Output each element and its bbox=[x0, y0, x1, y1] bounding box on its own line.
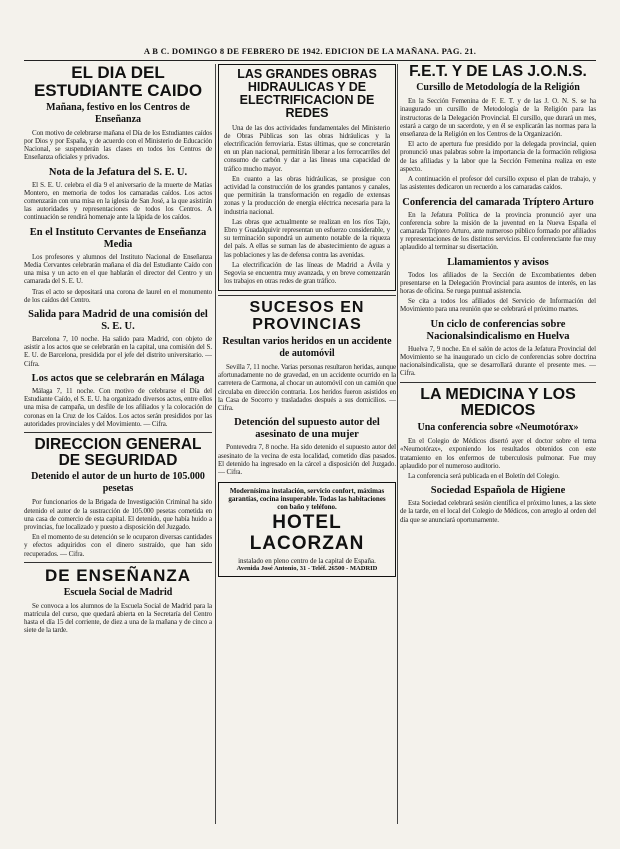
paragraph: Se cita a todos los afiliados del Servicio de Información del Movimiento para una reunión que se celebrará el próximo martes. bbox=[400, 297, 596, 314]
paragraph: Se convoca a los alumnos de la Escuela Social de Madrid para la matrícula del curso, que quedará abierta en la Secretaría del Centro hasta el día 15 del corriente, de diez a una de la mañana y de cinco a siete de la tarde. bbox=[24, 601, 212, 635]
paragraph: Esta Sociedad celebrará sesión científica el próximo lunes, a las siete de la tarde, en el local del Colegio de Médicos, con arreglo al orden del día que se anunciará oportunamente. bbox=[400, 499, 596, 524]
paragraph: La conferencia será publicada en el Boletín del Colegio. bbox=[408, 472, 560, 480]
article-actos-malaga bbox=[24, 387, 212, 428]
paragraph: En la Sección Femenina de F. E. T. y de las J. O. N. S. se ha inaugurado un cursillo de Metodología de la Religión para las instructoras de la Delegación Provincial. El cursillo, que durará un mes, estará a cargo de un sacerdote, y en él se explicarán las normas para la enseñanza de la Religión en los Centros de la Organización. bbox=[400, 97, 596, 139]
article-obras-hidraulicas bbox=[224, 124, 390, 286]
paragraph: A continuación el profesor del cursillo expuso el plan de trabajo, y las asistentes dedicaron un recuerdo a los camaradas caídos. bbox=[400, 175, 596, 192]
headline-llamamientos-avisos: Llamamientos y avisos bbox=[447, 256, 549, 268]
article-nota-seu bbox=[24, 181, 212, 222]
headline-de-ensenanza: DE ENSEÑANZA bbox=[44, 565, 192, 585]
headline-direccion-seguridad: DIRECCION GENERAL DE SEGURIDAD bbox=[34, 435, 202, 470]
subhead-escuela-social: Escuela Social de Madrid bbox=[63, 586, 173, 598]
article-detencion-asesinato bbox=[218, 443, 396, 476]
headline-ciclo-conferencias-huelva: Un ciclo de conferencias sobre Nacionalsindicalismo en Huelva bbox=[426, 318, 570, 342]
ad-location: instalado en pleno centro de la capital de España. bbox=[238, 556, 376, 565]
article-salida-madrid bbox=[24, 335, 212, 368]
hotel-advertisement bbox=[218, 482, 396, 577]
headline-sociedad-higiene: Sociedad Española de Higiene bbox=[430, 485, 566, 497]
headline-nota-seu: Nota de la Jefatura del S. E. U. bbox=[48, 166, 188, 178]
headline-detencion-asesinato: Detención del supuesto autor del asesinato de una mujer bbox=[234, 417, 380, 441]
ad-address: Avenida José Antonio, 31 - Teléf. 26500 - MADRID bbox=[236, 564, 378, 572]
column-left bbox=[24, 64, 212, 844]
article-neumotorax bbox=[400, 437, 596, 480]
ad-tagline: Modernísima instalación, servicio confort, máximas garantías, cocina insuperable. Todas las habitaciones con baño y teléfono. bbox=[228, 487, 386, 512]
subhead-direccion-seguridad: Detenido el autor de un hurto de 105.000 pesetas bbox=[31, 471, 205, 495]
headline-medicina-medicos: LA MEDICINA Y LOS MEDICOS bbox=[420, 385, 576, 420]
paragraph: Con motivo de celebrarse mañana el Día de los Estudiantes caídos por Dios y por España, y de acuerdo con el Ministerio de Educación Nacional, se suspenderán las clases en todos los Centros de Enseñanza oficiales y privados. bbox=[24, 128, 212, 162]
paragraph: En el momento de su detención se le ocuparon diversas cantidades y efectos adquiridos con el dinero sustraído, que han sido recuperados. — Cifra. bbox=[24, 533, 212, 558]
paragraph: En el Colegio de Médicos disertó ayer el doctor sobre el tema «Neumotórax», exponiendo los resultados obtenidos con este tratamiento en los enfermos de tuberculosis pulmonar. Fue muy aplaudido por el numeroso auditorio. bbox=[400, 437, 596, 470]
article-direccion-seguridad bbox=[24, 498, 212, 557]
headline-sucesos-provincias: SUCESOS EN PROVINCIAS bbox=[249, 299, 365, 334]
article-conferencia-triptero bbox=[400, 211, 596, 252]
column-center bbox=[218, 64, 396, 844]
headline-instituto-cervantes: En el Instituto Cervantes de Enseñanza Media bbox=[29, 226, 207, 250]
paragraph: Málaga 7, 11 noche. Con motivo de celebrarse el Día del Estudiante Caído, el S. E. U. ha organizado diversos actos, entre ellos una misa de campaña, un desfile de los afiliados y la colocación de coronas en la Cruz de los Caídos. Los actos serán presididos por las autoridades provinciales y del Movimiento. — Cifra. bbox=[24, 386, 212, 428]
headline-dia-estudiante: EL DIA DEL ESTUDIANTE CAIDO bbox=[33, 64, 203, 100]
paragraph: Todos los afiliados de la Sección de Excombatientes deben presentarse en la Delegación Provincial para asuntos de interés, en las horas de oficina. Se ruega puntual asistencia. bbox=[400, 270, 596, 296]
section-separator bbox=[218, 295, 396, 296]
section-separator bbox=[24, 432, 212, 433]
paragraph: Una de las dos actividades fundamentales del Ministerio de Obras Públicas son las obras hidráulicas y la electrificación ferroviaria. Estas últimas, que se concretarán en un plan nacional, permitirán liberar a los ferrocarriles del consumo de carbón y dar a las líneas una capacidad de tráfico mucho mayor. bbox=[224, 123, 390, 173]
headline-salida-madrid: Salida para Madrid de una comisión del S. E. U. bbox=[28, 308, 208, 332]
ad-hotel-name: HOTEL LACORZAN bbox=[249, 512, 365, 554]
section-separator bbox=[400, 382, 596, 383]
headline-conferencia-triptero: Conferencia del camarada Tríptero Arturo bbox=[402, 196, 594, 208]
subhead-cursillo-metodologia: Cursillo de Metodología de la Religión bbox=[416, 82, 580, 94]
article-instituto-cervantes bbox=[24, 253, 212, 304]
column-divider-1 bbox=[215, 64, 216, 824]
header-rule bbox=[24, 60, 596, 61]
paragraph: Barcelona 7, 10 noche. Ha salido para Madrid, con objeto de asistir a los actos que se celebrarán en la capital, una comisión del S. E. U. de Barcelona, presidida por el jefe del distrito universitario. — Cifra. bbox=[24, 335, 212, 368]
article-accidente-automovil bbox=[218, 363, 396, 412]
paragraph: Por funcionarios de la Brigada de Investigación Criminal ha sido detenido el autor de la sustracción de 105.000 pesetas cometida en una casa de comercio de esta capital. El detenido, que había huido a provincias, fue localizado y puesto a disposición del Juzgado. bbox=[24, 498, 212, 532]
article-dia-estudiante bbox=[24, 129, 212, 162]
section-separator bbox=[24, 562, 212, 563]
paragraph: Huelva 7, 9 noche. En el salón de actos de la Jefatura Provincial del Movimiento se ha inaugurado un ciclo de conferencias sobre doctrina nacionalsindicalista, que se desarrollará durante el presente mes. — Cifra. bbox=[400, 344, 596, 378]
article-ciclo-conferencias-huelva bbox=[400, 345, 596, 378]
paragraph: El acto de apertura fue presidido por la delegada provincial, quien pronunció unas palabras sobre la importancia de la formación religiosa de las afiliadas y la labor que la Sección Femenina realiza en este aspecto. bbox=[400, 140, 596, 173]
paragraph: Los profesores y alumnos del Instituto Nacional de Enseñanza Media Cervantes celebrarán mañana el día del Estudiante Caído con una misa y un acto en el que hablarán el director del Centro y un camarada del S. E. U. bbox=[24, 252, 212, 286]
paragraph: La electrificación de las líneas de Madrid a Ávila y Segovia se encuentra muy avanzada, y en breve comenzarán los trabajos en otras redes de gran tráfico. bbox=[224, 260, 390, 286]
headline-obras-hidraulicas: LAS GRANDES OBRAS HIDRAULICAS Y DE ELECTRIFICACION DE REDES bbox=[237, 67, 377, 121]
article-cursillo-metodologia bbox=[400, 97, 596, 191]
paragraph: Pontevedra 7, 8 noche. Ha sido detenido el supuesto autor del asesinato de la vecina de esta localidad, cometido días pasados. El detenido ha ingresado en la cárcel a disposición del Juzgado. — Cifra. bbox=[218, 443, 396, 476]
headline-actos-malaga: Los actos que se celebrarán en Málaga bbox=[31, 372, 205, 384]
column-right bbox=[400, 64, 596, 844]
paragraph: Sevilla 7, 11 noche. Varias personas resultaron heridas, aunque afortunadamente no de gravedad, en un accidente ocurrido en la carretera de Carmona, al chocar un automóvil con un camión que circulaba en dirección contraria. Los heridos fueron asistidos en la Casa de Socorro y trasladados después a sus domicilios. — Cifra. bbox=[218, 362, 396, 412]
article-llamamientos-avisos bbox=[400, 271, 596, 314]
subhead-accidente-automovil: Resultan varios heridos en un accidente de automóvil bbox=[222, 335, 392, 359]
paragraph: Tras el acto se depositará una corona de laurel en el monumento de los caídos del Centro. bbox=[24, 287, 212, 304]
article-escuela-social bbox=[24, 602, 212, 635]
page-header: A B C. DOMINGO 8 DE FEBRERO DE 1942. EDICION DE LA MAÑANA. PAG. 21. bbox=[143, 46, 477, 56]
subhead-neumotorax: Una conferencia sobre «Neumotórax» bbox=[417, 422, 579, 434]
paragraph: Las obras que actualmente se realizan en los ríos Tajo, Ebro y Guadalquivir representan un esfuerzo considerable, y su terminación supondrá un aumento notable de la riqueza del país. A ellas se suman las de abastecimiento de aguas a las poblaciones y las de defensa contra las avenidas. bbox=[224, 217, 390, 259]
paragraph: En cuanto a las obras hidráulicas, se prosigue con actividad la construcción de los grandes pantanos y canales, que permitirán la transformación en regadío de extensas zonas y la producción de energía eléctrica necesaria para la industria nacional. bbox=[224, 174, 390, 216]
headline-fet-jons: F.E.T. Y DE LAS J.O.N.S. bbox=[409, 64, 587, 80]
article-sociedad-higiene bbox=[400, 499, 596, 524]
subhead-dia-estudiante: Mañana, festivo en los Centros de Enseñanza bbox=[46, 101, 190, 125]
boxed-article-obras bbox=[218, 64, 396, 291]
column-divider-2 bbox=[397, 64, 398, 824]
paragraph: El S. E. U. celebra el día 9 el aniversario de la muerte de Matías Montero, en memoria de todos los camaradas caídos. Los actos comenzarán con una misa en la iglesia de San José, a la que asistirán las autoridades y representaciones de todos los Centros. A continuación se rendirá homenaje ante la lápida de los caídos. bbox=[24, 180, 212, 222]
paragraph: En la Jefatura Política de la provincia pronunció ayer una conferencia sobre la misión de la juventud en la Nueva España el camarada Tríptero Arturo, ante numeroso público formado por afiliados y representaciones de los distintos servicios. El conferenciante fue muy aplaudido al terminar su disertación. bbox=[400, 210, 596, 252]
